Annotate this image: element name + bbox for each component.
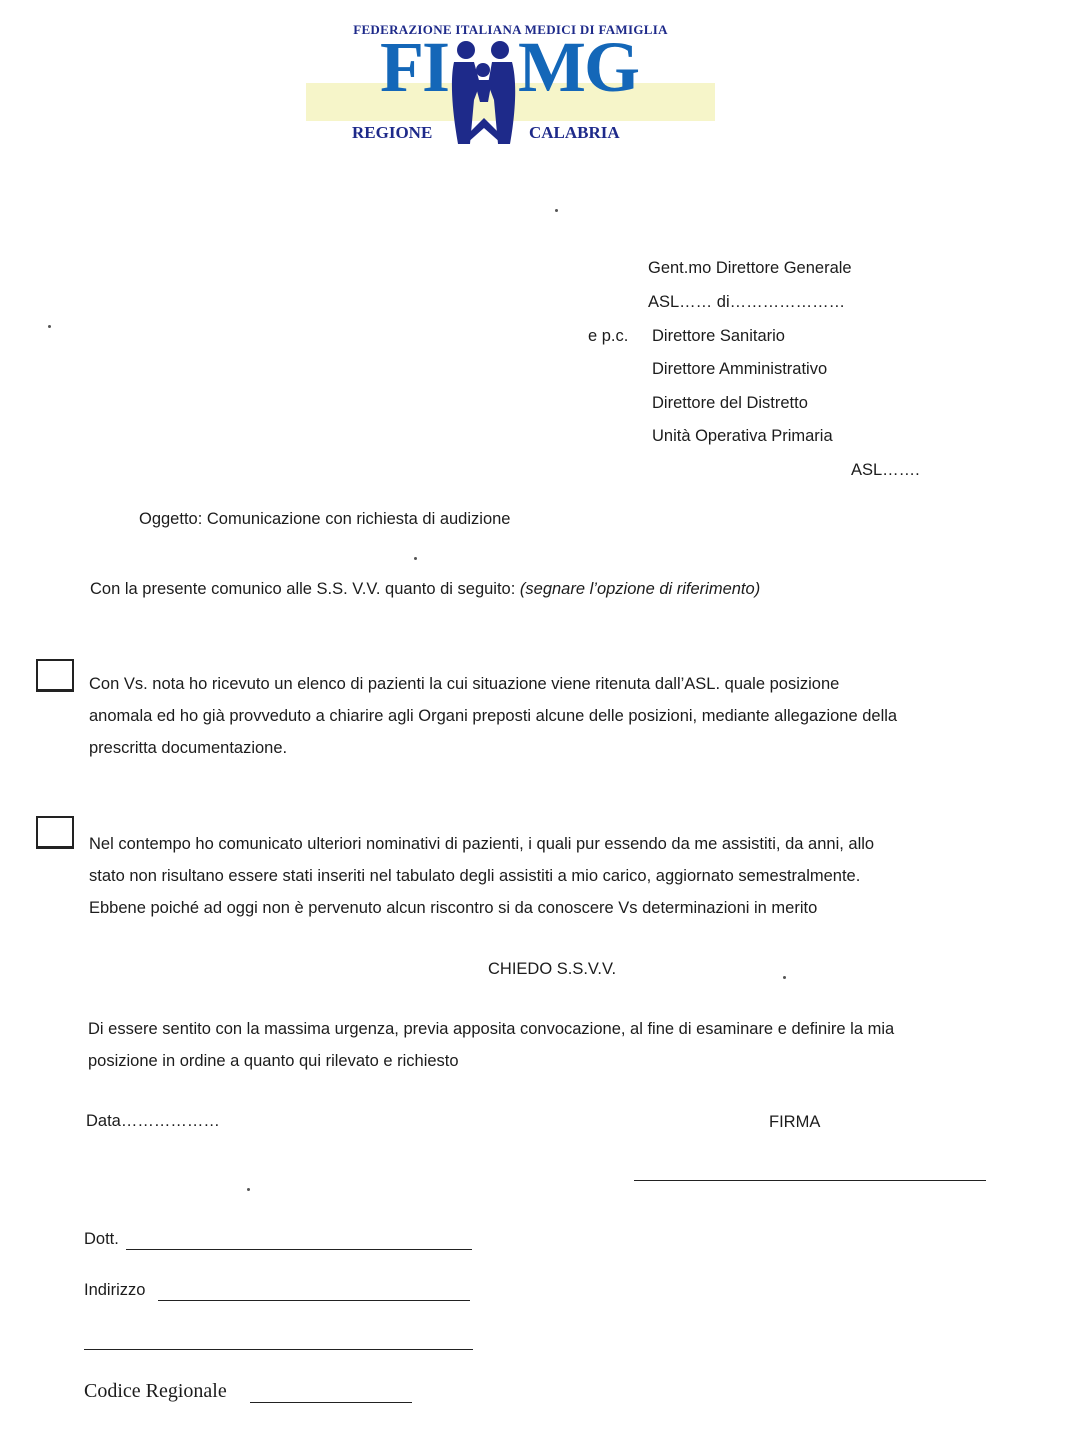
request-heading: CHIEDO S.S.V.V. bbox=[488, 960, 617, 978]
cc-item: Direttore Amministrativo bbox=[652, 360, 828, 378]
request-line: posizione in ordine a quanto qui rilevato e richiesto bbox=[88, 1052, 459, 1070]
logo-federation-name: FEDERAZIONE ITALIANA MEDICI DI FAMIGLIA bbox=[353, 22, 668, 37]
option-1-text bbox=[89, 668, 897, 764]
addressee-line-2: ASL…… di………………… bbox=[648, 293, 846, 311]
scan-speck bbox=[247, 1188, 250, 1191]
cc-item: Direttore del Distretto bbox=[652, 394, 808, 412]
option-line: Con Vs. nota ho ricevuto un elenco di pazienti la cui situazione viene ritenuta dall’ASL. quale posizione bbox=[89, 675, 840, 693]
intro-note: (segnare l’opzione di riferimento) bbox=[519, 580, 761, 598]
address-label: Indirizzo bbox=[84, 1281, 146, 1299]
cc-item: Unità Operativa Primaria bbox=[652, 427, 833, 445]
date-field-label: Data……………… bbox=[86, 1112, 220, 1130]
intro-sentence bbox=[90, 580, 760, 599]
scan-speck bbox=[414, 557, 417, 560]
address-line[interactable] bbox=[158, 1300, 470, 1301]
request-line: Di essere sentito con la massima urgenza, previa apposita convocazione, al fine di esaminare e definire la mia bbox=[88, 1020, 895, 1038]
scan-speck bbox=[555, 209, 558, 212]
doctor-name-line[interactable] bbox=[126, 1249, 472, 1250]
regional-code-label: Codice Regionale bbox=[84, 1380, 227, 1402]
addressee-line-1: Gent.mo Direttore Generale bbox=[648, 259, 852, 277]
logo-letters-right: MG bbox=[518, 27, 638, 107]
doctor-label: Dott. bbox=[84, 1230, 119, 1248]
cc-item: Direttore Sanitario bbox=[652, 327, 785, 345]
scan-speck bbox=[783, 976, 786, 979]
scan-speck bbox=[48, 325, 51, 328]
option-line: Ebbene poiché ad oggi non è pervenuto alcun riscontro si da conoscere Vs determinazioni in merito bbox=[89, 899, 818, 917]
cc-label: e p.c. bbox=[588, 327, 629, 345]
address-line-2[interactable] bbox=[84, 1349, 473, 1350]
family-figures-icon bbox=[444, 40, 524, 148]
signature-line[interactable] bbox=[634, 1180, 986, 1181]
option-2-text bbox=[89, 828, 874, 924]
logo-letters-left: FI bbox=[380, 27, 448, 107]
regional-code-line[interactable] bbox=[250, 1402, 412, 1403]
intro-text: Con la presente comunico alle S.S. V.V. quanto di seguito: bbox=[90, 580, 520, 598]
request-text bbox=[88, 1013, 894, 1077]
subject-line: Oggetto: Comunicazione con richiesta di audizione bbox=[139, 510, 511, 528]
option-line: Nel contempo ho comunicato ulteriori nominativi di pazienti, i quali pur essendo da me assistiti, da anni, allo bbox=[89, 835, 875, 853]
option-line: stato non risultano essere stati inseriti nel tabulato degli assistiti a mio carico, aggiornato semestralmente. bbox=[89, 867, 861, 885]
option-line: prescritta documentazione. bbox=[89, 739, 288, 757]
option-line: anomala ed ho già provveduto a chiarire agli Organi preposti alcune delle posizioni, mediante allegazione della bbox=[89, 707, 898, 725]
logo-region-left: REGIONE bbox=[352, 123, 433, 142]
asl-line: ASL……. bbox=[851, 461, 920, 479]
signature-label: FIRMA bbox=[769, 1113, 821, 1131]
option-1-checkbox[interactable] bbox=[36, 659, 74, 692]
option-2-checkbox[interactable] bbox=[36, 816, 74, 849]
logo-region-right: CALABRIA bbox=[529, 123, 620, 142]
